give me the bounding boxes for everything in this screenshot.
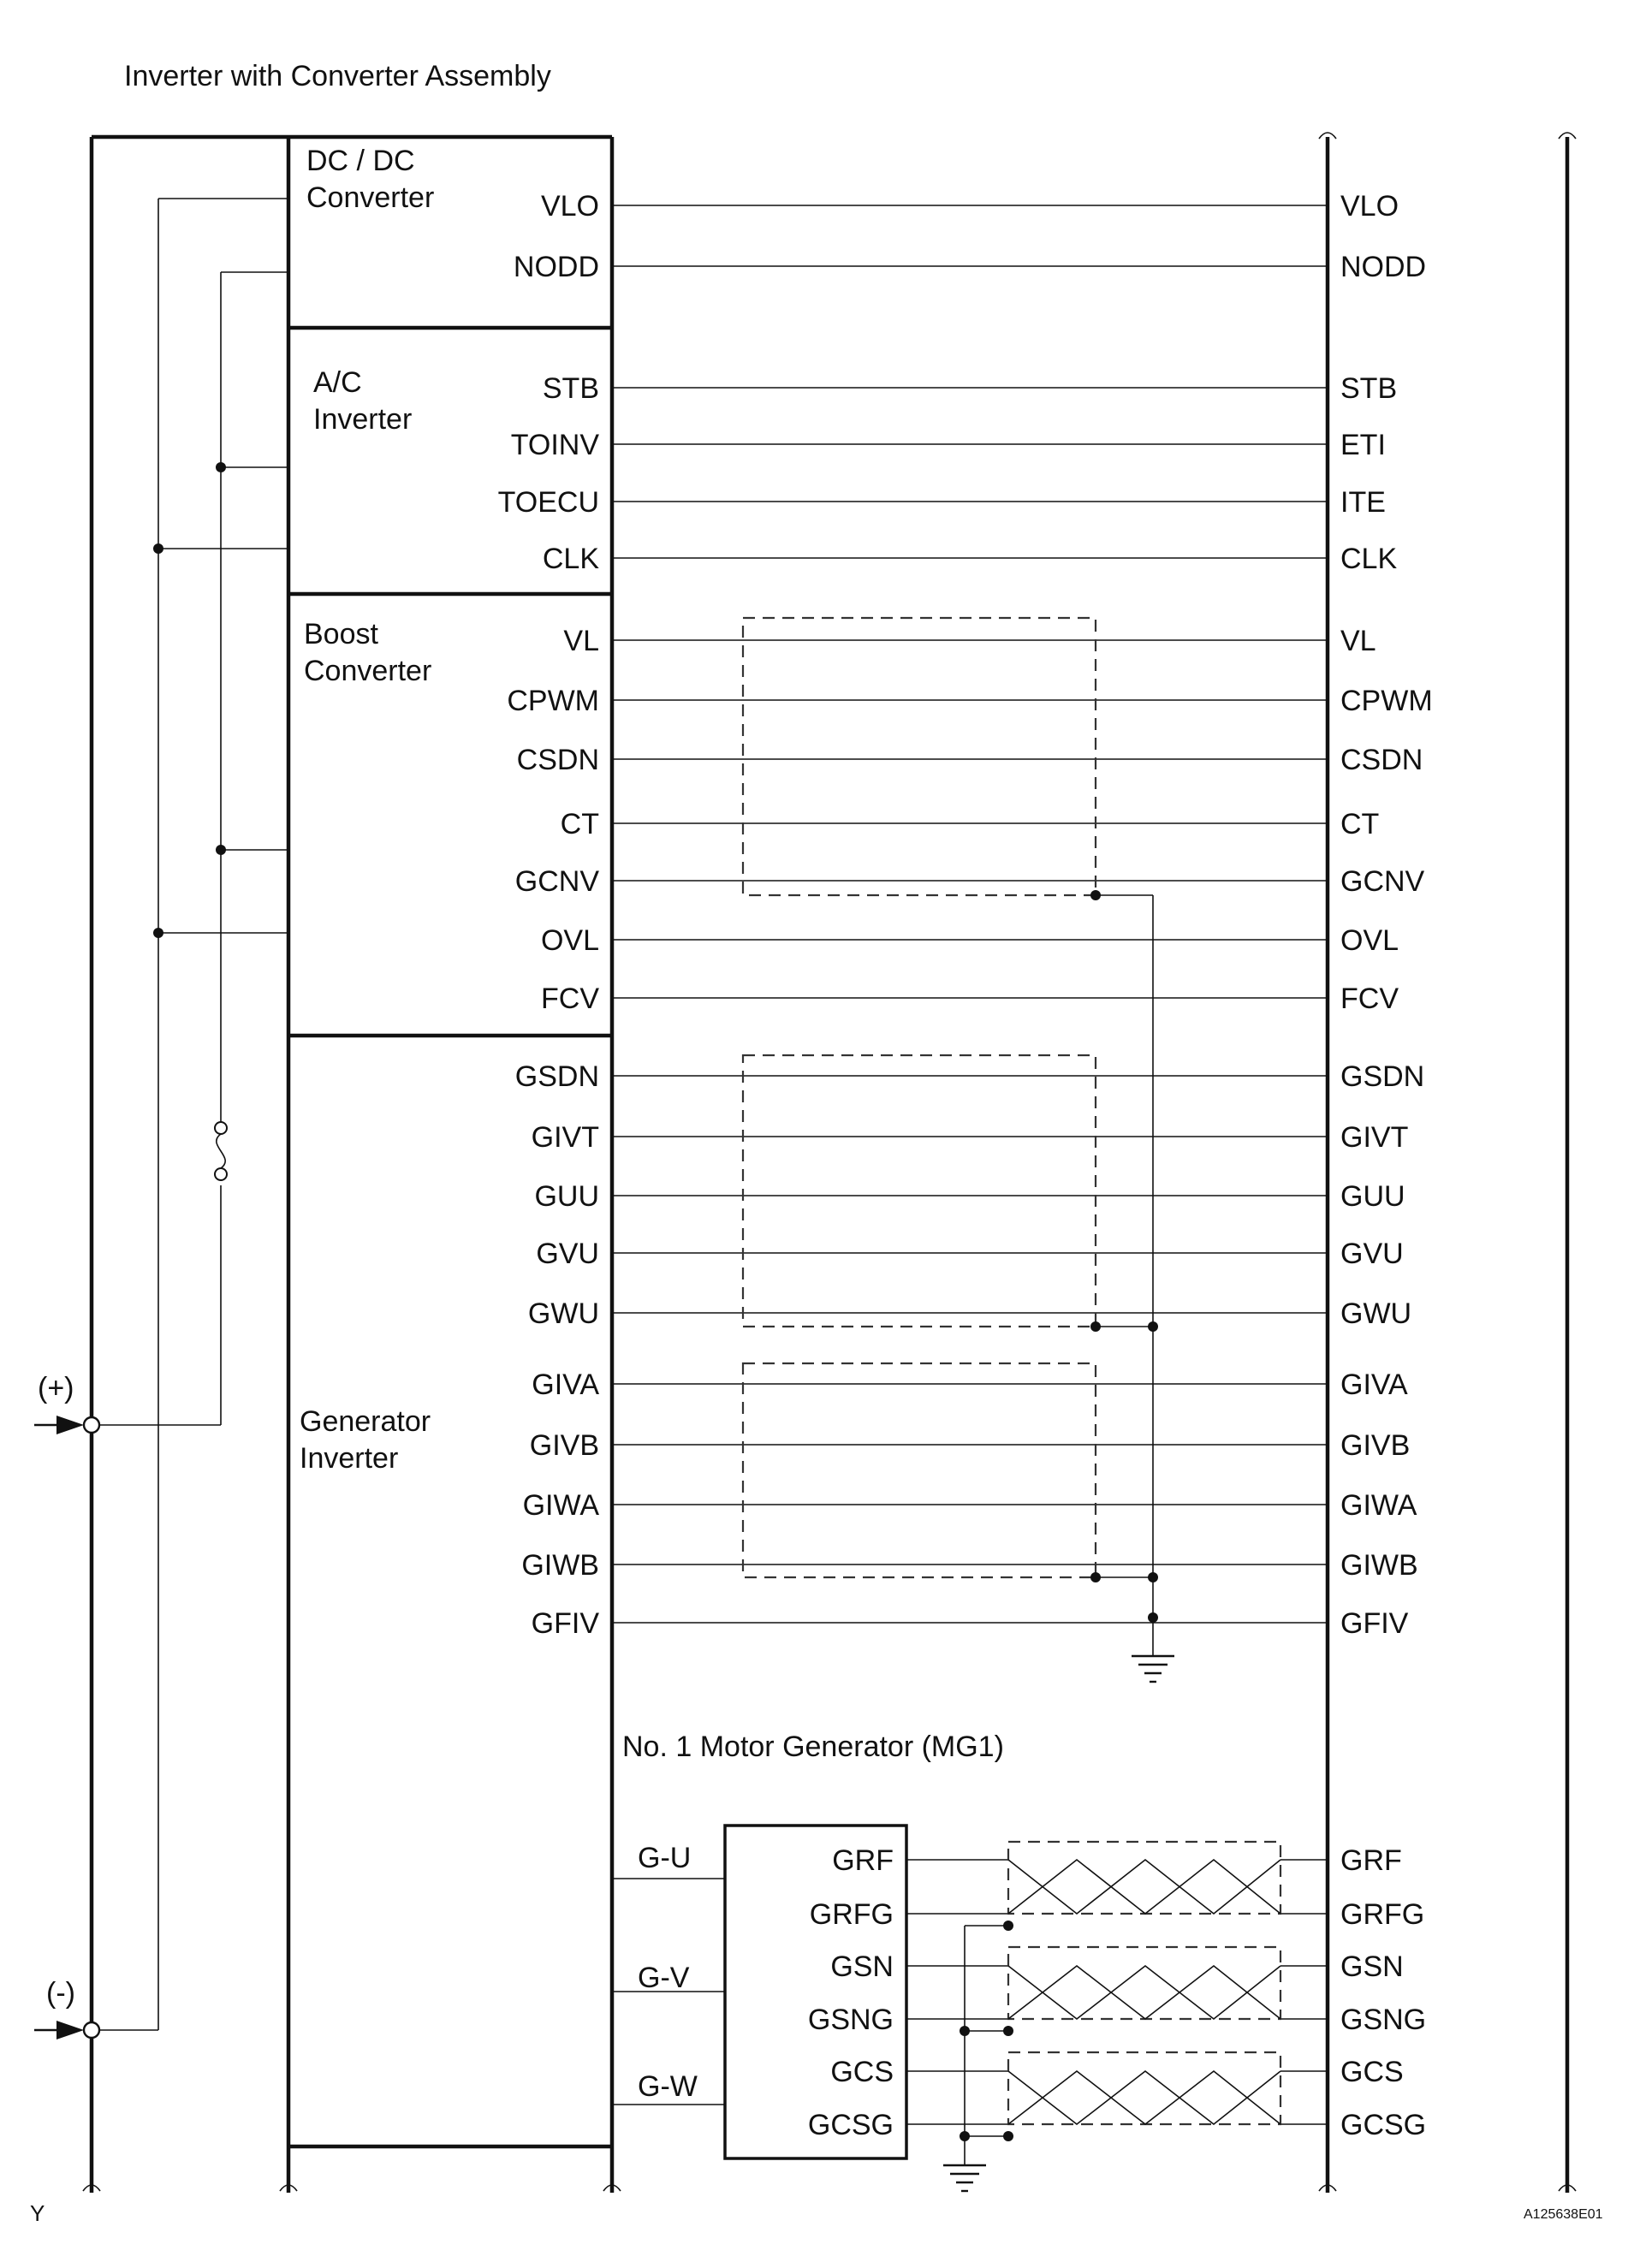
signal-label-left: GIVT (531, 1121, 599, 1154)
twisted-pair-line (1008, 1860, 1280, 1914)
shield-generator-1 (743, 1055, 1096, 1327)
phase-label-gu: G-U (638, 1842, 692, 1874)
plus-terminal-label: (+) (38, 1372, 74, 1404)
minus-terminal-label: (-) (46, 1977, 75, 2010)
twisted-pair-crossings (1008, 1860, 1280, 2124)
signal-label-right: ITE (1340, 486, 1386, 519)
signal-label-left: VLO (540, 190, 599, 223)
signal-label-right: GWU (1340, 1297, 1412, 1330)
signal-label-right: GUU (1340, 1180, 1405, 1213)
signal-label-left: GVU (536, 1238, 599, 1270)
signal-label-right: ETI (1340, 429, 1386, 461)
motor-pin-label: GSN (830, 1950, 894, 1983)
ground-symbol (1132, 1656, 1174, 1682)
signal-label-left: CLK (542, 543, 599, 575)
signal-label-right: GSDN (1340, 1060, 1425, 1093)
minus-terminal (34, 1977, 99, 2039)
twisted-pair-line (1008, 1966, 1280, 2019)
signal-label-right: GIWA (1340, 1489, 1417, 1522)
signal-label-left: GWU (527, 1297, 599, 1330)
signal-label-left: OVL (540, 924, 599, 957)
signal-label-right: CT (1340, 808, 1380, 840)
signal-label-left: GIVA (532, 1369, 599, 1401)
signal-label-left: TOINV (510, 429, 599, 461)
signal-label-right: VLO (1340, 190, 1399, 223)
signal-label-right: CPWM (1340, 685, 1433, 717)
signal-label-right: GIVB (1340, 1429, 1411, 1462)
signal-label-left: GUU (534, 1180, 599, 1213)
shield-generator-2 (743, 1363, 1096, 1577)
signal-label-right: GCNV (1340, 865, 1425, 898)
block-gen-line1: Generator (300, 1405, 431, 1438)
block-boost-line1: Boost (304, 618, 378, 650)
motor-pin-label: GCSG (807, 2109, 894, 2141)
signal-label-right: STB (1340, 372, 1398, 405)
signal-label-left: GIWB (521, 1549, 599, 1582)
block-ac-line1: A/C (313, 366, 362, 399)
signal-label-left: VL (563, 625, 599, 657)
signal-label-right: CSDN (1340, 744, 1423, 776)
twisted-shield-gcs (1008, 2052, 1280, 2124)
motor-pin-label-right: GSNG (1340, 2004, 1427, 2036)
signal-label-left: GSDN (514, 1060, 599, 1093)
motor-pin-label: GSNG (807, 2004, 894, 2036)
signal-label-right: OVL (1340, 924, 1399, 957)
ground-symbol-mg1 (943, 2165, 986, 2191)
corner-mark: Y (30, 2200, 45, 2226)
signal-wires (498, 190, 1433, 1640)
signal-label-left: STB (542, 372, 599, 405)
signal-label-left: CT (560, 808, 599, 840)
signal-label-right: GIVA (1340, 1369, 1408, 1401)
motor-pin-label: GRF (832, 1844, 894, 1877)
fuse-symbol (215, 1122, 227, 1180)
motor-pin-label-right: GCS (1340, 2056, 1404, 2088)
signal-label-left: TOECU (497, 486, 599, 519)
motor-pin-label-right: GCSG (1340, 2109, 1427, 2141)
motor-pin-wires (808, 1844, 1426, 2141)
signal-label-left: GIWA (522, 1489, 599, 1522)
signal-label-right: GIVT (1340, 1121, 1409, 1154)
block-ac-line2: Inverter (313, 403, 413, 436)
signal-label-left: NODD (513, 251, 599, 283)
signal-label-right: CLK (1340, 543, 1398, 575)
motor-title: No. 1 Motor Generator (MG1) (622, 1731, 1004, 1763)
plus-terminal (34, 1372, 99, 1434)
twisted-pair-line (1008, 2071, 1280, 2124)
signal-label-left: CSDN (516, 744, 599, 776)
motor-pin-label: GCS (830, 2056, 894, 2088)
signal-label-right: GVU (1340, 1238, 1404, 1270)
signal-label-right: FCV (1340, 983, 1399, 1015)
block-gen-line2: Inverter (300, 1442, 399, 1475)
twisted-pair-line (1008, 1966, 1280, 2019)
shield-boost (743, 618, 1096, 895)
figure-code: A125638E01 (1524, 2207, 1603, 2222)
phase-label-gv: G-V (638, 1962, 690, 1994)
signal-label-left: GCNV (514, 865, 599, 898)
signal-label-right: NODD (1340, 251, 1427, 283)
block-dcdc-line2: Converter (306, 181, 435, 214)
block-dcdc-line1: DC / DC (306, 145, 415, 177)
signal-label-right: GFIV (1340, 1607, 1409, 1640)
twisted-pair-line (1008, 2071, 1280, 2124)
signal-label-right: GIWB (1340, 1549, 1418, 1582)
phase-label-gw: G-W (638, 2070, 698, 2103)
motor-pin-label-right: GRFG (1340, 1898, 1425, 1931)
twisted-shield-grf (1008, 1842, 1280, 1914)
diagram-title: Inverter with Converter Assembly (124, 60, 551, 92)
signal-label-left: GIVB (529, 1429, 599, 1462)
signal-label-left: GFIV (531, 1607, 599, 1640)
motor-pin-label-right: GSN (1340, 1950, 1404, 1983)
twisted-pair-line (1008, 1860, 1280, 1914)
signal-label-right: VL (1340, 625, 1376, 657)
motor-pin-label: GRFG (809, 1898, 894, 1931)
signal-label-left: CPWM (507, 685, 599, 717)
signal-label-left: FCV (541, 983, 599, 1015)
motor-pin-label-right: GRF (1340, 1844, 1402, 1877)
twisted-shield-gsn (1008, 1947, 1280, 2019)
block-boost-line2: Converter (304, 655, 432, 687)
